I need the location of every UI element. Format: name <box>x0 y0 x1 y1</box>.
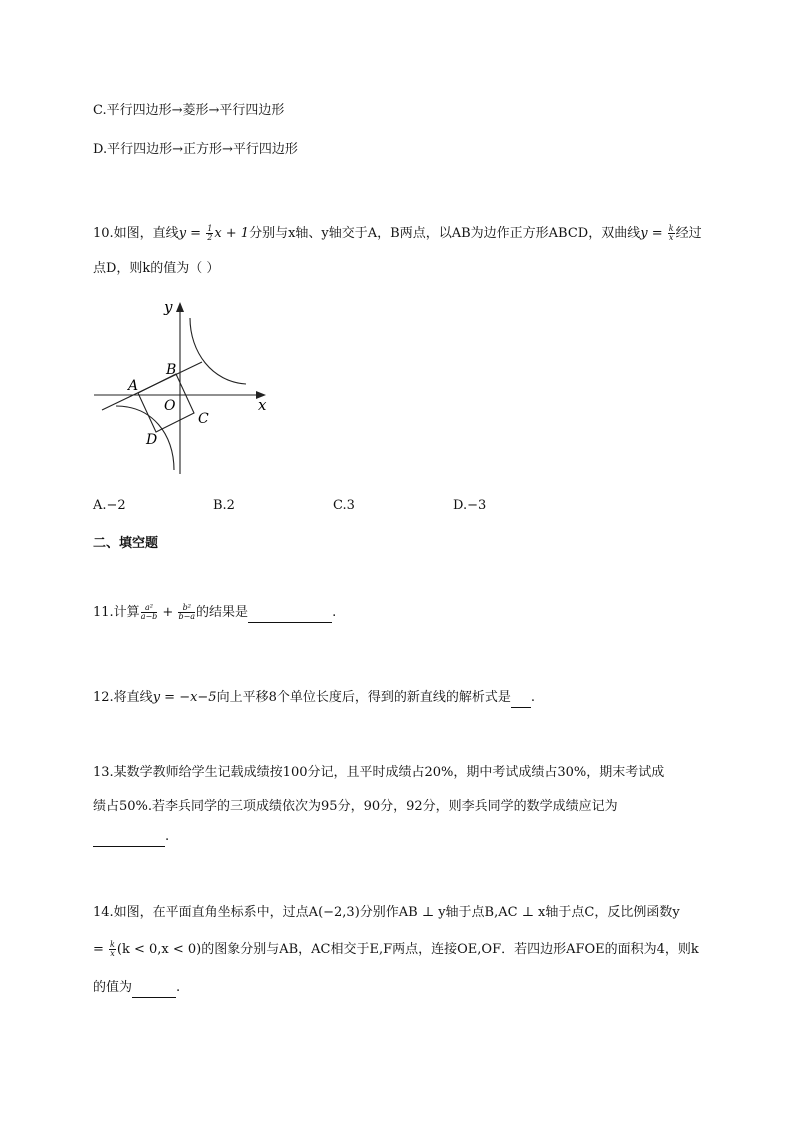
q14-fraction-k-over-x <box>109 941 116 958</box>
q10-eq2-equals: = <box>647 226 667 241</box>
q13-line3 <box>93 827 169 847</box>
label-x: x <box>258 396 267 414</box>
q9-option-d: D.平行四边形→正方形→平行四边形 <box>93 142 298 157</box>
q10-option-d: D.−3 <box>453 498 487 513</box>
q10-option-b: B.2 <box>213 498 235 513</box>
q13-answer-blank[interactable] <box>93 832 165 847</box>
q14-f-den: x <box>110 949 115 958</box>
q12-end: . <box>530 690 535 705</box>
q12-answer-blank[interactable] <box>511 693 531 708</box>
q11-f2-den: b−a <box>178 612 196 621</box>
q11-f2-num: b² <box>178 604 195 613</box>
q10-frac2-den: x <box>668 233 674 242</box>
q11-f1-den: a−b <box>140 612 158 621</box>
label-b: B <box>166 362 177 378</box>
q10-frac1-den: 2 <box>207 233 213 242</box>
q10-fraction-k-over-x <box>668 225 675 242</box>
label-y: y <box>164 298 173 316</box>
q11-text-1: 11.计算 <box>93 605 140 620</box>
q14-text-3: 的值为 <box>93 980 133 995</box>
q10-figure <box>90 292 280 478</box>
q11-plus: + <box>158 605 178 620</box>
q13-line2: 绩占50%.若李兵同学的三项成绩依次为95分，90分，92分，则李兵同学的数学成绩应记为 <box>93 799 618 814</box>
q12-text-2: 向上平移8个单位长度后，得到的新直线的解析式是 <box>216 690 511 705</box>
hyperbola-lower-branch <box>116 406 174 470</box>
q10-text-1: 10.如图，直线 <box>93 226 179 241</box>
q10-fraction-half <box>206 225 213 242</box>
q11-fraction-1 <box>141 604 158 621</box>
q11-text-2: 的结果是 <box>196 605 249 620</box>
q10-text-2: 分别与x轴、y轴交于A，B两点，以AB为边作正方形ABCD，双曲线 <box>249 226 641 241</box>
q10-stem-line1 <box>93 224 702 244</box>
label-o: O <box>164 398 176 414</box>
q11-stem <box>93 603 336 623</box>
q13-line1: 13.某数学教师给学生记载成绩按100分记，且平时成绩占20%，期中考试成绩占30%，期末考试成 <box>93 765 665 780</box>
label-a: A <box>128 378 139 394</box>
q10-stem-line2: 点D，则k的值为（ ） <box>93 261 220 276</box>
q10-option-a: A.−2 <box>93 498 126 513</box>
hyperbola-upper-branch <box>190 318 246 384</box>
q10-text-3: 经过 <box>675 226 702 241</box>
q10-frac2-num: k <box>668 224 674 233</box>
q12-equation: y = −x−5 <box>152 690 217 705</box>
q11-end: . <box>332 605 337 620</box>
q14-end: . <box>176 980 181 995</box>
q10-eq2-y: y <box>640 226 648 241</box>
q11-f1-num: a² <box>141 604 158 613</box>
q12-text-1: 12.将直线 <box>93 690 153 705</box>
q13-end: . <box>165 829 170 844</box>
q10-option-c: C.3 <box>333 498 355 513</box>
q12-stem <box>93 688 535 708</box>
q9-option-c: C.平行四边形→菱形→平行四边形 <box>93 103 285 118</box>
label-c: C <box>198 411 209 427</box>
q11-fraction-2 <box>178 604 195 621</box>
q10-eq-rest: x + 1 <box>214 226 250 241</box>
q14-line2 <box>93 940 699 960</box>
q14-f-num: k <box>110 940 115 949</box>
q14-eq-prefix: = <box>93 942 109 957</box>
q14-answer-blank[interactable] <box>132 983 176 998</box>
q14-line2-text: (k < 0,x < 0)的图象分别与AB，AC相交于E,F两点，连接OE,OF．若四边形AFOE的面积为4，则k <box>116 942 699 957</box>
section-heading-fill-in: 二、填空题 <box>93 536 159 551</box>
label-d: D <box>146 432 158 448</box>
q14-line3 <box>93 978 180 998</box>
y-axis-arrow-icon <box>176 302 184 312</box>
q10-eq-equals: = <box>186 226 206 241</box>
q11-answer-blank[interactable] <box>248 608 332 623</box>
q14-line1: 14.如图，在平面直角坐标系中，过点A(−2,3)分别作AB ⊥ y轴于点B,AC ⊥ x轴于点C，反比例函数y <box>93 905 680 920</box>
q10-eq-y: y <box>178 226 187 241</box>
q10-frac1-num: 1 <box>207 224 213 233</box>
